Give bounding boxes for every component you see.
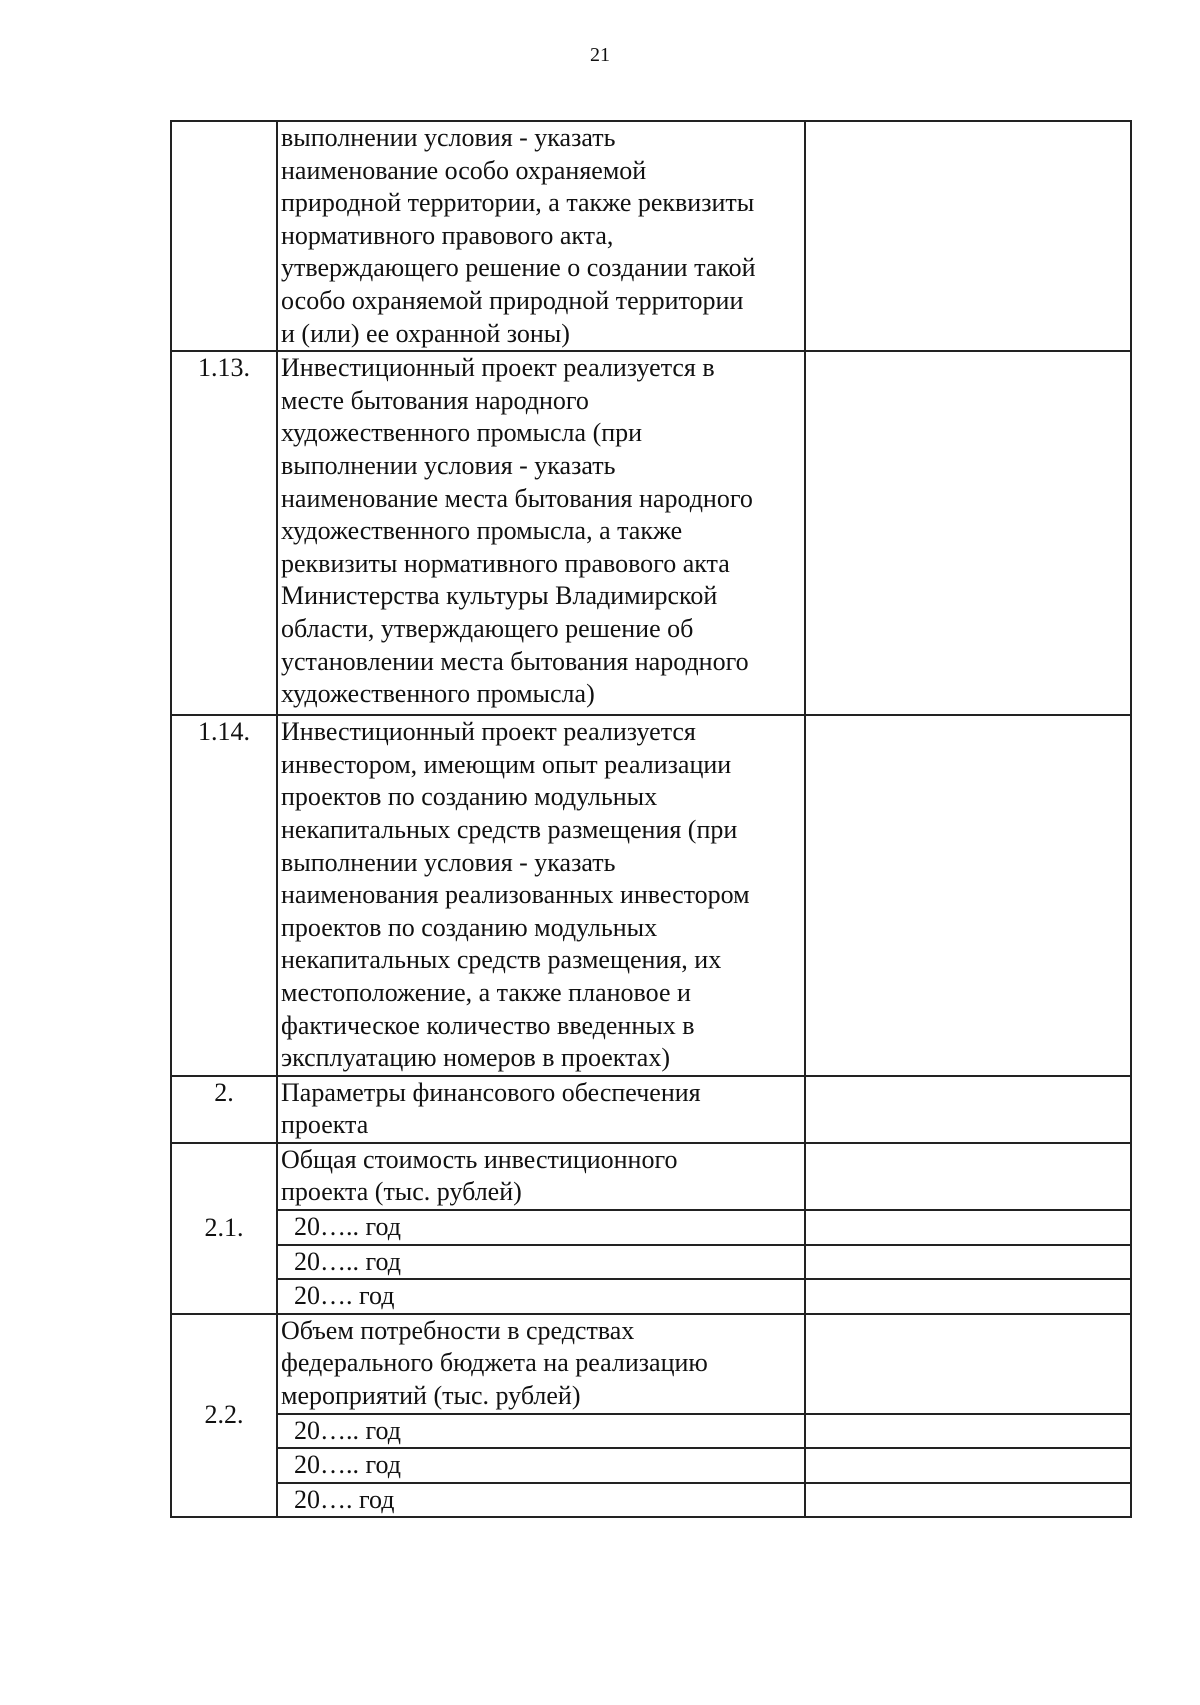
table-row (171, 1210, 1131, 1245)
table-row (171, 1414, 1131, 1449)
row-number: 2. (171, 1076, 277, 1143)
row-description: Параметры финансового обеспечения проекта (277, 1076, 805, 1143)
row-value-cell (805, 1483, 1131, 1518)
row-value-cell (805, 715, 1131, 1076)
year-label: 20….. год (277, 1210, 805, 1245)
year-label: 20…. год (277, 1483, 805, 1518)
table-row (171, 1076, 1131, 1143)
table-row (171, 351, 1131, 715)
row-value-cell (805, 1448, 1131, 1483)
row-value-cell (805, 1245, 1131, 1280)
row-description: выполнении условия - указать наименование особо охраняемой природной территории, а также реквизиты нормативного правового акта, утверждающего решение о создании такой особо охраняемой природной территории и (или) ее охранной зоны) (277, 121, 805, 351)
year-label: 20….. год (277, 1245, 805, 1280)
row-value-cell (805, 1210, 1131, 1245)
table-row (171, 121, 1131, 351)
table-row (171, 1483, 1131, 1518)
row-value-cell (805, 1314, 1131, 1414)
year-label: 20….. год (277, 1414, 805, 1449)
row-description: Инвестиционный проект реализуется инвестором, имеющим опыт реализации проектов по созданию модульных некапитальных средств размещения (при выполнении условия - указать наименования реализованных инвестором проектов по созданию модульных некапитальных средств размещения, их местоположение, а также плановое и фактическое количество введенных в эксплуатацию номеров в проектах) (277, 715, 805, 1076)
row-value-cell (805, 351, 1131, 715)
table-row (171, 1245, 1131, 1280)
row-value-cell (805, 1143, 1131, 1210)
page-number: 21 (590, 44, 610, 66)
table-row (171, 1279, 1131, 1314)
row-value-cell (805, 1279, 1131, 1314)
row-description: Общая стоимость инвестиционного проекта (тыс. рублей) (277, 1143, 805, 1210)
row-description: Инвестиционный проект реализуется в месте бытования народного художественного промысла (при выполнении условия - указать наименование места бытования народного художественного промысла, а также реквизиты нормативного правового акта Министерства культуры Владимирской области, утверждающего решение об установлении места бытования народного художественного промысла) (277, 351, 805, 715)
table-row (171, 1314, 1131, 1414)
row-number: 2.2. (171, 1314, 277, 1518)
row-value-cell (805, 1414, 1131, 1449)
table-row (171, 1143, 1131, 1210)
year-label: 20….. год (277, 1448, 805, 1483)
year-label: 20…. год (277, 1279, 805, 1314)
form-table (170, 120, 1132, 1518)
row-value-cell (805, 121, 1131, 351)
row-number: 1.13. (171, 351, 277, 715)
row-value-cell (805, 1076, 1131, 1143)
row-number: 1.14. (171, 715, 277, 1076)
table-row (171, 1448, 1131, 1483)
row-description: Объем потребности в средствах федерального бюджета на реализацию мероприятий (тыс. рублей) (277, 1314, 805, 1414)
row-number (171, 121, 277, 351)
table-row (171, 715, 1131, 1076)
row-number: 2.1. (171, 1143, 277, 1314)
